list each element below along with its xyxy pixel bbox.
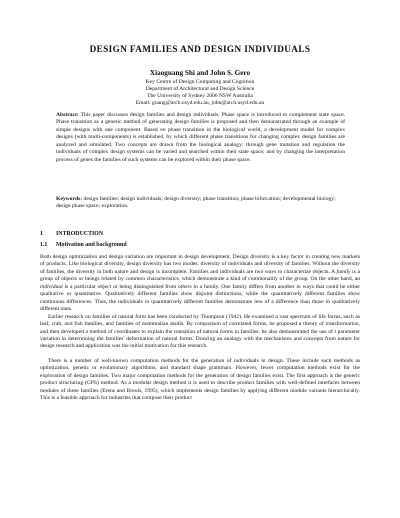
- section-title: INTRODUCTION: [56, 231, 104, 237]
- paragraph-text: is a particular object or being distinguished from others in a family. One family differs from another in ways that could be either qualitative or quantitative. Qualitatively different families show disjoint distinctions, while the quantitatively different families show continuous differences. Thus, the individuals in quantitatively different families demonstrate less of a difference than those in qualitatively different ones.: [40, 283, 360, 313]
- body-text: [40, 254, 360, 403]
- subsection-number: 1.1: [40, 242, 48, 248]
- abstract: [56, 112, 345, 164]
- affiliation-email: Email: guang@arch.usyd.edu.au, john@arch.usyd.edu.au: [135, 100, 265, 106]
- paragraph-text: is a group of objects or beings related by common characteristics, which demonstrate a kind of commonality of the group. On the other hand, an: [40, 268, 361, 283]
- term-individual: individual: [40, 283, 63, 290]
- subsection-heading: [40, 242, 127, 248]
- paragraph: Earlier research on families of natural form has been conducted by Thompson (1942). He examined a vast spectrum of life forms, such as leaf, crab, and fish families, and families of mammalian skulls. By comparison of correlated forms, he proposed a theory of transformation, and then developed a method of coordinates to explain the transition of natural forms in families. he also demonstrated the use of t parameter variation in determining the families' deformation of natural forms. Drawing an analogy with the mechanisms and concepts from nature for design research and application was the initial motivation for this research.: [40, 313, 360, 350]
- affiliation-line: Department of Architectural and Design Science: [145, 86, 255, 92]
- paragraph: There is a number of well-known computation methods for the generation of individuals in design. These include such methods as optimization, genetic or evolutionary algorithms, and standard shape grammars. However, fewer computation methods exist for the exploration of design families. Two major computation methods for the generation of design families exist. The first approach is the generic product structuring (GPS) method. As a modular design method it is used to describe product families with well-defined interfaces between modules of these families (Erens and Breuls, 1995), which implements design families by applying different module variants hierarchically. This is a feasible approach for industries that compose their product: [40, 357, 360, 402]
- keywords-text: design families; design individuals; design diversity; phase transition; phase bifurcation; developmental biology; design phase space; exploration.: [56, 196, 336, 210]
- paper-title: DESIGN FAMILIES AND DESIGN INDIVIDUALS: [89, 44, 311, 54]
- paragraph-text: Both design optimization and design variation are important in design development. Design diversity is a key factor in creating new markets of products. Like biological diversity, design diversity has two modes: diversity of individuals and diversity of families. Without the diversity of families, the diversity in both nature and design is incomplete. Families and individuals are two ways to characterize objects. A: [40, 254, 360, 275]
- keywords-label: Keywords:: [56, 196, 83, 202]
- abstract-label: Abstract:: [56, 112, 79, 118]
- paragraph: [40, 254, 360, 314]
- affiliation-line: The University of Sydney 2006 NSW Australia: [147, 93, 253, 99]
- keywords: [56, 196, 345, 211]
- paper-authors: Xiaoguang Shi and John S. Gero: [149, 69, 251, 77]
- term-family: family: [336, 268, 351, 275]
- section-heading: [40, 231, 103, 237]
- abstract-text: This paper discusses design families and design individuals. Phase space is introduced to complement state space. Phase transition as a generic method of generating design families is proposed and then demonstrated through an example of simple designs with one component. Based on phase transition in the biological world, a development model for complex designs (with multi-components) is established, by which different phase transitions for changing complex design families are analyzed and simulated. Two concepts are drawn from the biological analogy: through gene mutation and regulation the individuals of complex design systems can be varied and searched within their state space; and by changing the interpretation process of genes the families of such systems can be explored within their phase space.: [56, 112, 345, 163]
- section-number: 1: [40, 231, 43, 237]
- affiliation-line: Key Centre of Design Computing and Cognition: [145, 79, 255, 85]
- subsection-title: Motivation and background: [56, 242, 127, 248]
